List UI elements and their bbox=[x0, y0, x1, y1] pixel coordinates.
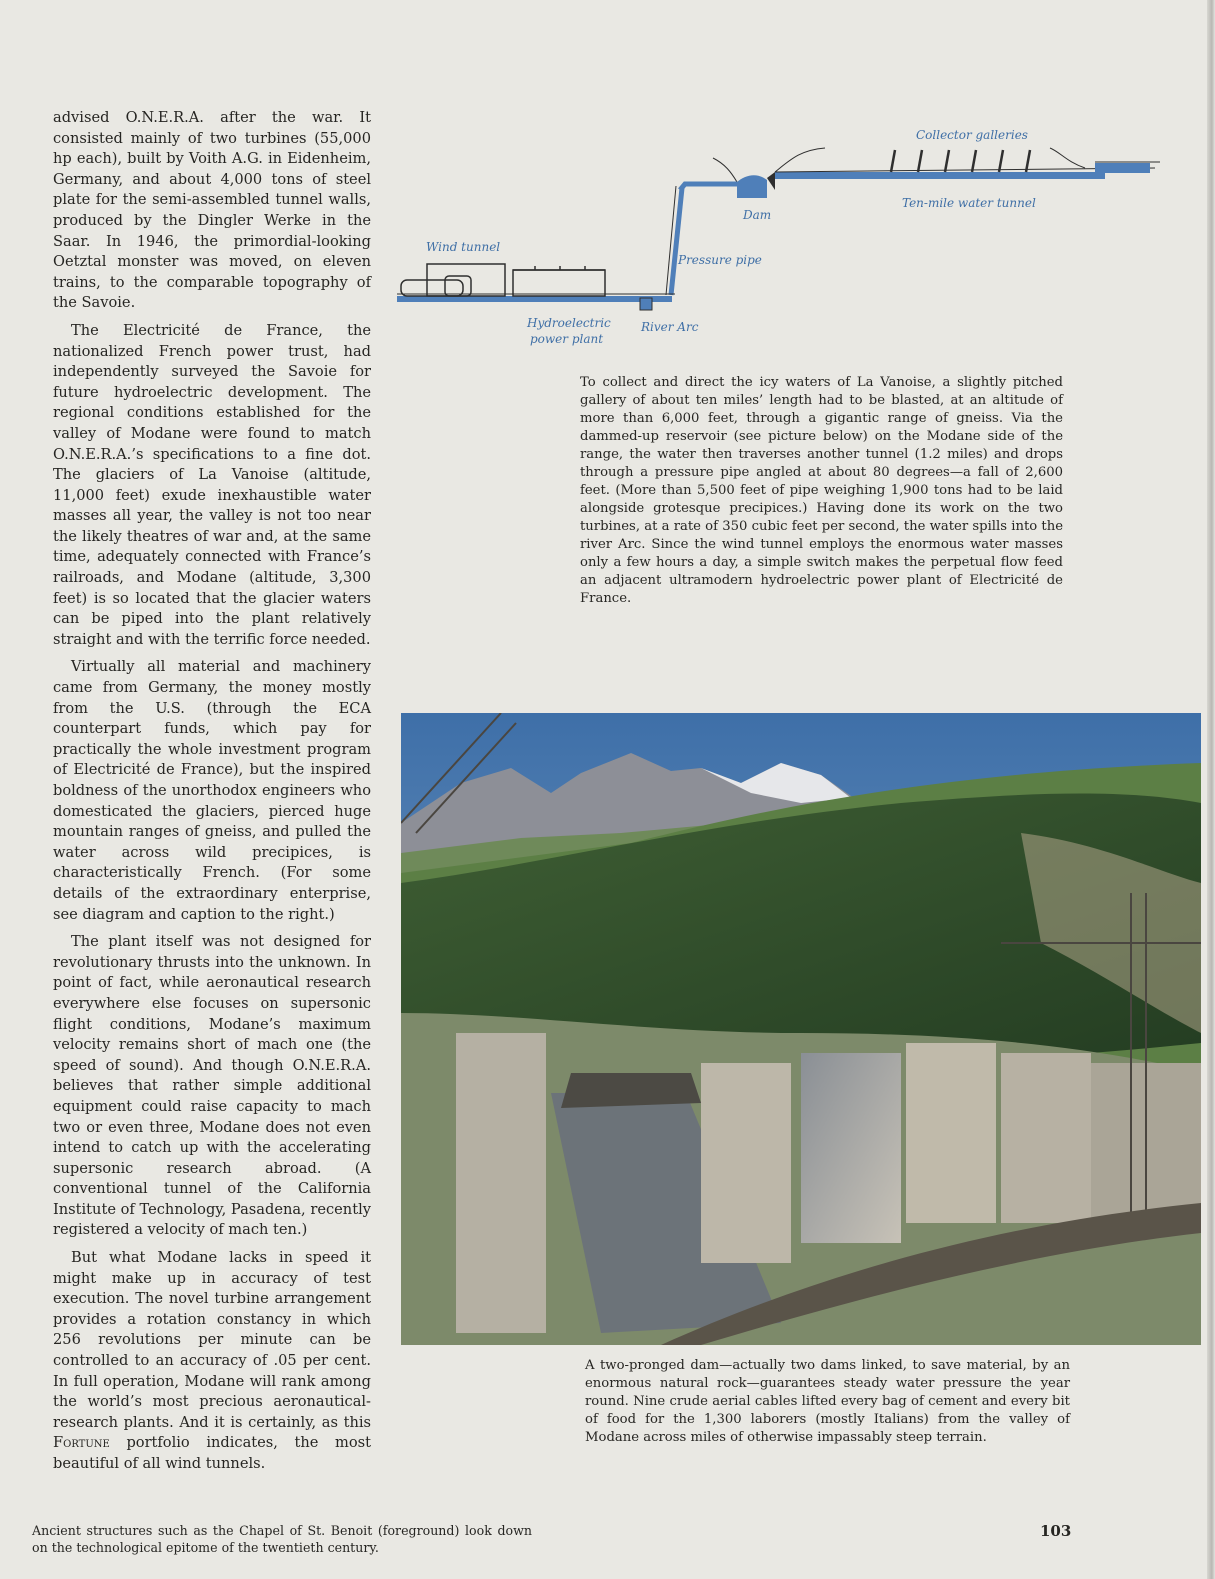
article-paragraph-5 bbox=[53, 1248, 371, 1475]
article-paragraph-4: The plant itself was not designed for revolutionary thrusts into the unknown. In point of fact, while aeronautical research everywhere else focuses on supersonic flight conditions, Modane’s maximum velocity remains short of mach one (the speed of sound). And though O.N.E.R.A. believes that rather simple additional equipment could raise capacity to mach two or even three, Modane does not even intend to catch up with the accelerating supersonic research abroad. (A conventional tunnel of the California Institute of Technology, Pasadena, recently registered a velocity of mach ten.) bbox=[53, 933, 371, 1239]
hydro-diagram bbox=[395, 120, 1170, 360]
wind-tunnel-building bbox=[401, 264, 605, 296]
article-paragraph-2: The Electricité de France, the nationalized French power trust, had independently surveyed the Savoie for future hydroelectric development. The regional conditions established for the valley of Modane were found to match O.N.E.R.A.’s specifications to a fine dot. The glaciers of La Vanoise (altitude, 11,000 feet) exude inexhaustible water masses all year, the valley is not too near the likely theatres of war and, at the same time, adequately connected with France’s railroads, and Modane (altitude, 3,300 feet) is so located that the glacier waters can be piped into the plant relatively straight and with the terrific force needed. bbox=[53, 321, 371, 648]
fortune-brand: Fortune bbox=[53, 1434, 110, 1452]
page-number: 103 bbox=[1040, 1522, 1072, 1540]
page-edge bbox=[1207, 0, 1215, 1579]
diagram-caption: To collect and direct the icy waters of La Vanoise, a slightly pitched gallery of about ten miles’ length had to be blasted, at an altitude of more than 6,000 feet, through a gigantic range of gneiss. Via the dammed-up reservoir (see picture below) on the Modane side of the range, the water then traverses another tunnel (1.2 miles) and drops through a pressure pipe angled at about 80 degrees—a fall of 2,600 feet. (More than 5,500 feet of pipe weighing 1,900 tons had to be laid alongside grotesque precipices.) Having done its work on the two turbines, at a rate of 350 cubic feet per second, the water spills into the river Arc. Since the wind tunnel employs the enormous water masses only a few hours a day, a simple switch makes the perpetual flow feed an adjacent ultramodern hydroelectric power plant of Electricité de France. bbox=[580, 375, 1063, 606]
glacier-reservoir bbox=[1095, 163, 1150, 173]
article-paragraph-3: Virtually all material and machinery came from Germany, the money mostly from the U.S. (through the ECA counterpart funds, which pay for practically the whole investment program of Electricité de France), but the inspired boldness of the unorthodox engineers who domesticated the glaciers, pierced huge mountain ranges of gneiss, and pulled the water across wild precipices, is characteristically French. (For some details of the extraordinary enterprise, see diagram and caption to the right.) bbox=[53, 658, 371, 923]
label-hydro-line2: power plant bbox=[530, 332, 604, 346]
paragraph-5-text: But what Modane lacks in speed it might make up in accuracy of test execution. The novel turbine arrangement provides a rotation constancy in which 256 revolutions per minute can be controlled to an accuracy of .05 per cent. In full operation, Modane will rank among the world’s most precious aeronautical-research plants. And it is certainly, as this bbox=[53, 1249, 371, 1431]
collector-galleries bbox=[891, 150, 1030, 172]
river-outlet bbox=[640, 298, 652, 310]
tunnel-line bbox=[775, 172, 1105, 179]
photo-caption: A two-pronged dam—actually two dams linked, to save material, by an enormous natural rock—guarantees steady water pressure the year round. Nine crude aerial cables lifted every bag of cement and every bit of food for the 1,300 laborers (mostly Italians) from the valley of Modane across miles of otherwise impassably steep terrain. bbox=[585, 1358, 1070, 1445]
label-river-arc: River Arc bbox=[641, 320, 699, 334]
base-channel bbox=[397, 296, 672, 302]
dam-photo-drawing bbox=[401, 713, 1201, 1345]
dam-tunnel bbox=[680, 184, 737, 190]
pressure-pipe bbox=[671, 188, 682, 295]
footer-caption: Ancient structures such as the Chapel of St. Benoit (foreground) look down on the technological epitome of the twentieth century. bbox=[32, 1523, 532, 1555]
label-water-tunnel: Ten-mile water tunnel bbox=[902, 196, 1036, 210]
dam-shape bbox=[713, 158, 775, 198]
article-column bbox=[53, 108, 371, 1482]
label-dam: Dam bbox=[743, 208, 772, 222]
label-wind-tunnel: Wind tunnel bbox=[426, 240, 501, 254]
diagram-drawing bbox=[395, 120, 1170, 360]
label-hydro-line1: Hydroelectric bbox=[527, 316, 611, 330]
paragraph-5-end: portfolio indicates, the most beautiful of all wind tunnels. bbox=[53, 1434, 371, 1472]
label-collector-galleries: Collector galleries bbox=[916, 128, 1028, 142]
dam-construction-photo bbox=[401, 713, 1201, 1345]
label-pressure-pipe: Pressure pipe bbox=[678, 253, 762, 267]
article-paragraph-1: advised O.N.E.R.A. after the war. It consisted mainly of two turbines (55,000 hp each), built by Voith A.G. in Eidenheim, Germany, and about 4,000 tons of steel plate for the semi-assembled tunnel walls, produced by the Dingler Werke in the Saar. In 1946, the primordial-looking Oetztal monster was moved, on eleven trains, to the comparable topography of the Savoie. bbox=[53, 109, 371, 312]
